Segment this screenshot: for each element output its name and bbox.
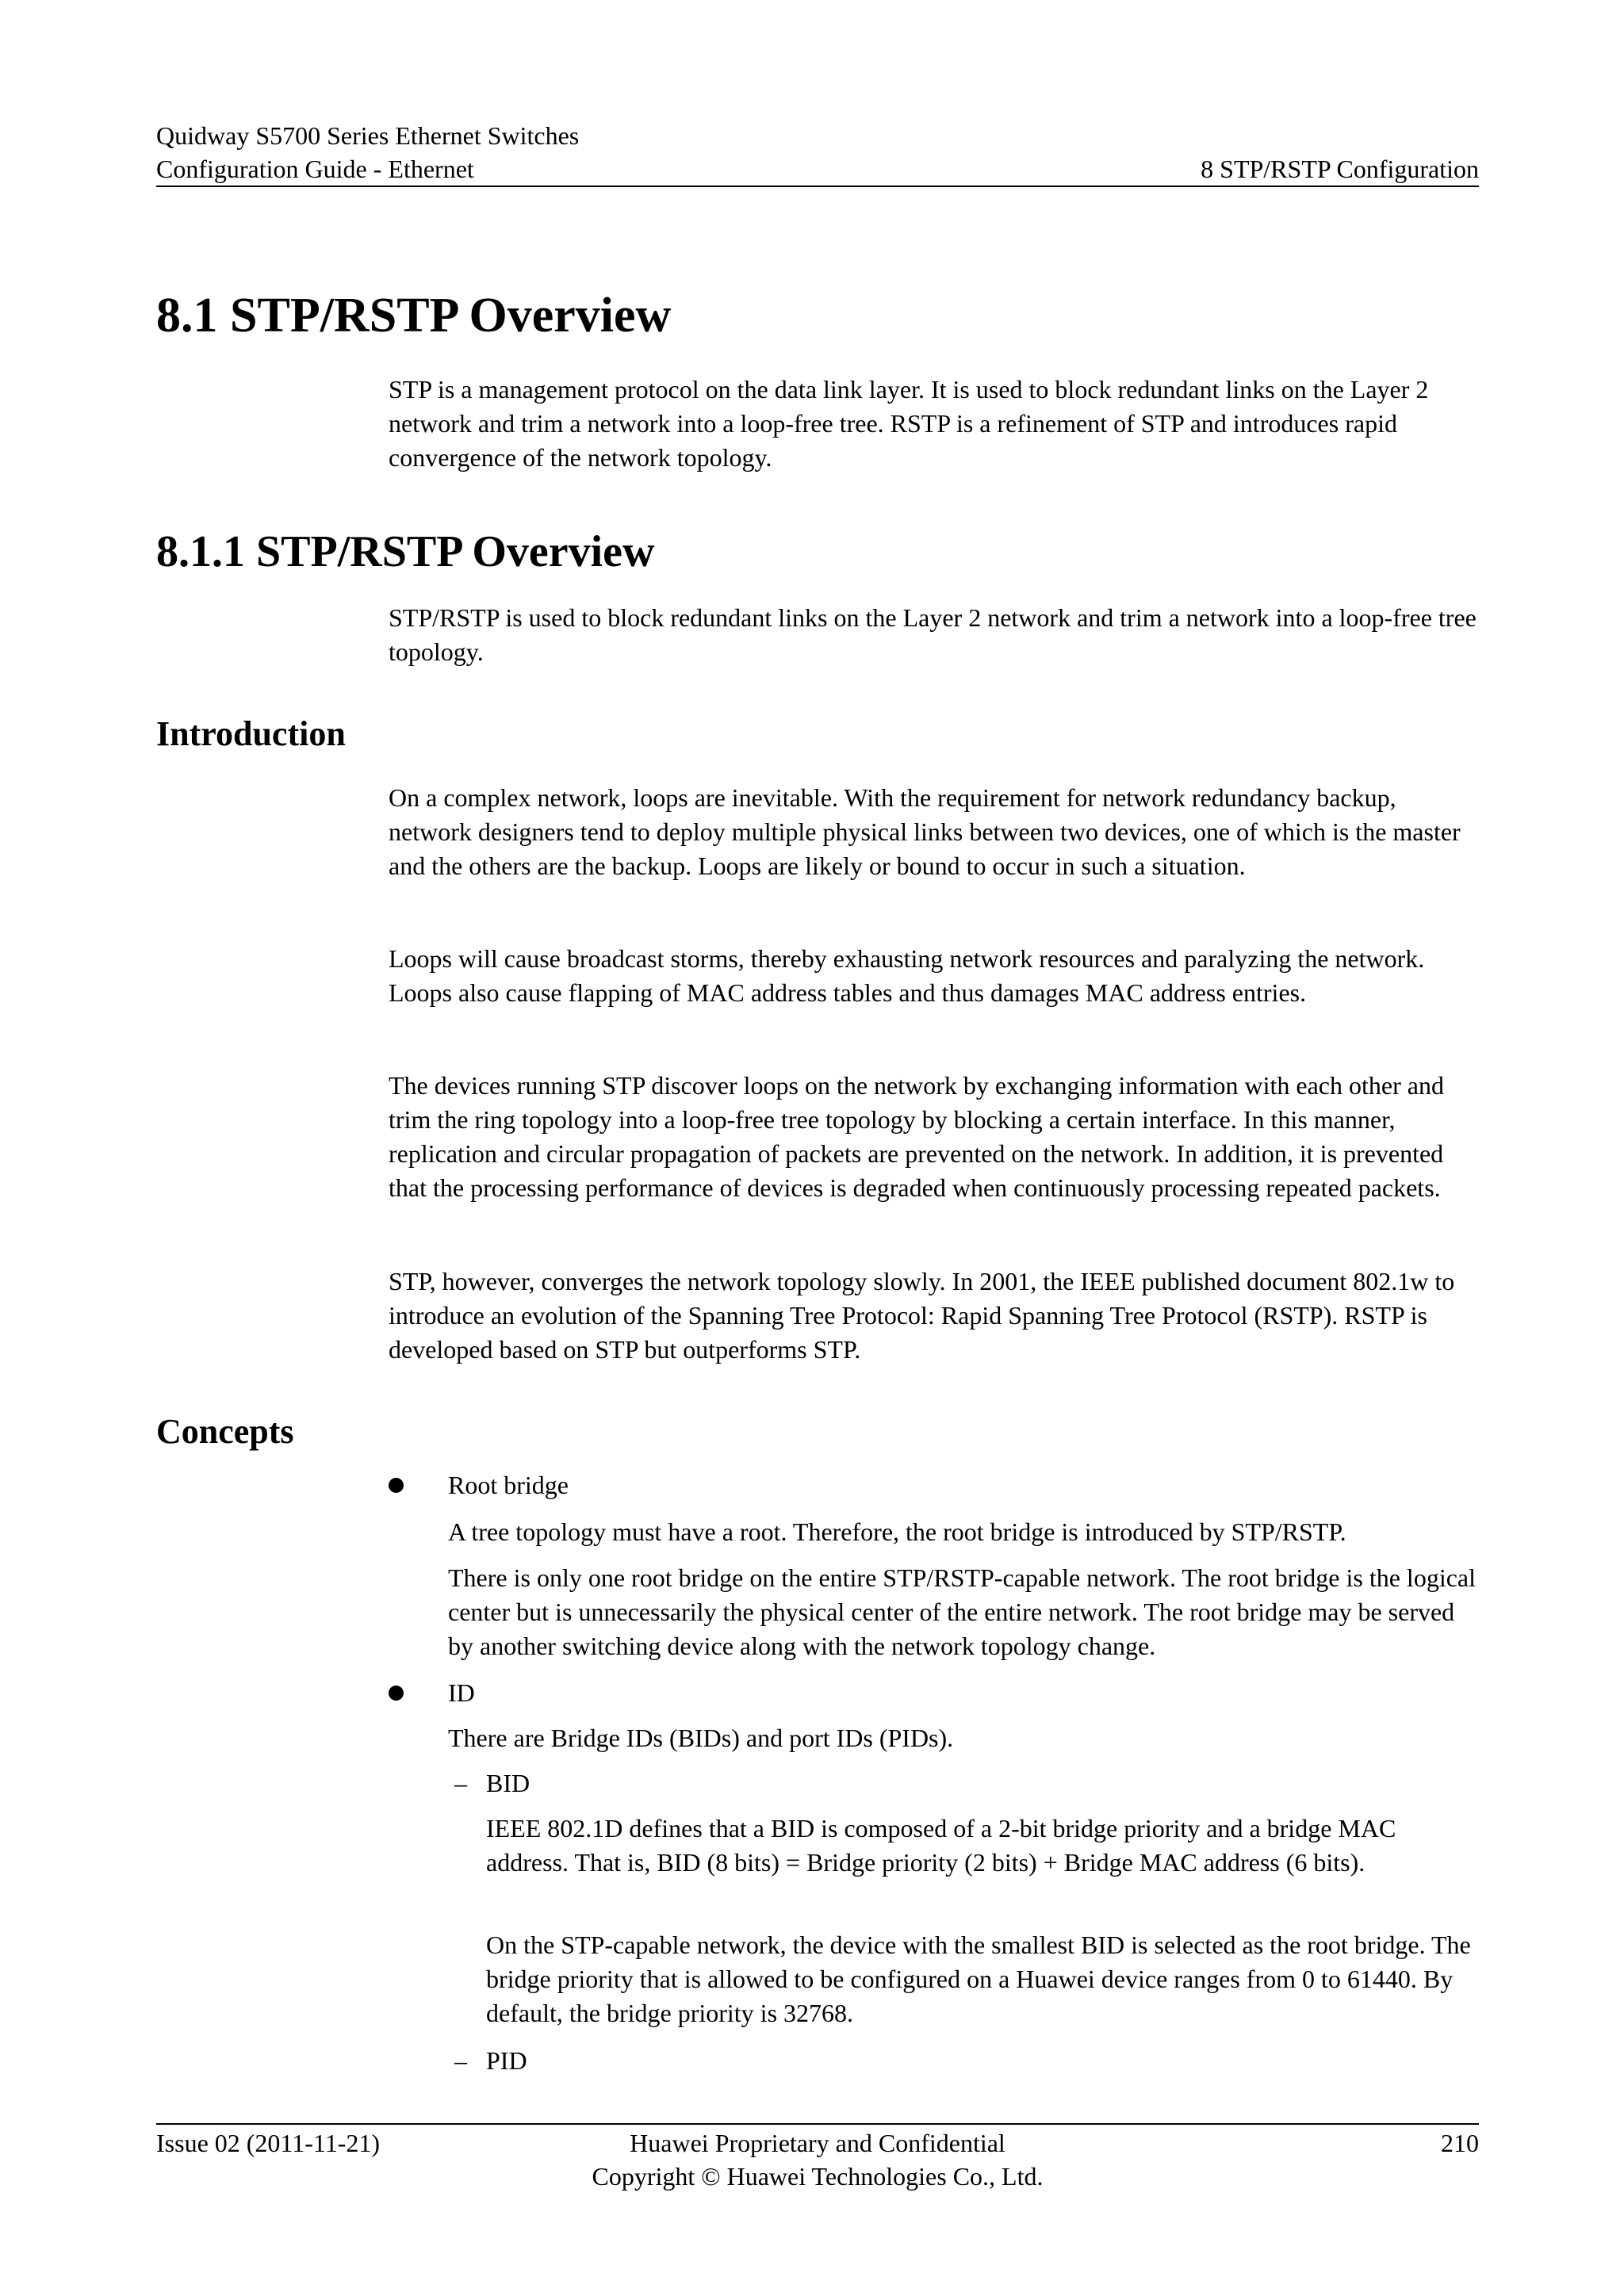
dash-icon: –: [454, 2046, 467, 2075]
root-bridge-paragraph: There is only one root bridge on the entire STP/RSTP-capable network. The root bridge is the logical center but is unnecessarily the physical center of the entire network. The root bridge may be served by another switching device along with the network topology change.: [448, 1563, 1476, 1660]
section-8-1-1-intro: STP/RSTP is used to block redundant links on the Layer 2 network and trim a network into a loop-free tree topology.: [389, 603, 1477, 666]
root-bridge-paragraph: A tree topology must have a root. Therefore, the root bridge is introduced by STP/RSTP.: [448, 1517, 1346, 1546]
bid-paragraph: On the STP-capable network, the device with the smallest BID is selected as the root bridge. The bridge priority that is allowed to be configured on a Huawei device ranges from 0 to 61440. By default, the bridge priority is 32768.: [486, 1931, 1471, 2027]
dash-icon: –: [454, 1769, 467, 1797]
bullet-label: ID: [448, 1678, 475, 1707]
header-chapter: 8 STP/RSTP Configuration: [1201, 155, 1479, 183]
header-guide: Configuration Guide - Ethernet: [156, 155, 474, 183]
page-header: [156, 119, 1479, 187]
id-paragraph: There are Bridge IDs (BIDs) and port IDs (PIDs).: [448, 1724, 954, 1752]
bullet-icon: [389, 1686, 404, 1701]
footer-copyright: Copyright © Huawei Technologies Co., Ltd.: [592, 2162, 1044, 2191]
header-product: Quidway S5700 Series Ethernet Switches: [156, 121, 580, 150]
footer-proprietary: Huawei Proprietary and Confidential: [630, 2129, 1005, 2157]
introduction-paragraph: On a complex network, loops are inevitable. With the requirement for network redundancy backup, network designers tend to deploy multiple physical links between two devices, one of which is the master and the others are the backup. Loops are likely or bound to occur in such a situation.: [389, 783, 1461, 880]
section-title-8-1-1: 8.1.1 STP/RSTP Overview: [156, 527, 655, 576]
bid-paragraph: IEEE 802.1D defines that a BID is composed of a 2-bit bridge priority and a bridge MAC address. That is, BID (8 bits) = Bridge priority (2 bits) + Bridge MAC address (6 bits).: [486, 1814, 1396, 1877]
footer-center: [156, 2126, 1479, 2193]
introduction-paragraph: STP, however, converges the network topology slowly. In 2001, the IEEE published document 802.1w to introduce an evolution of the Spanning Tree Protocol: Rapid Spanning Tree Protocol (RSTP). RSTP is developed based on STP but outperforms STP.: [389, 1267, 1455, 1364]
page-number: 210: [1441, 2129, 1479, 2157]
introduction-paragraph: The devices running STP discover loops on the network by exchanging information with each other and trim the ring topology into a loop-free tree topology by blocking a certain interface. In this manner, replication and circular propagation of packets are prevented on the network. In addition, it is prevented that the processing performance of devices is degraded when continuously processing repeated packets.: [389, 1071, 1444, 1202]
footer-issue: Issue 02 (2011-11-21): [156, 2129, 381, 2157]
introduction-paragraph: Loops will cause broadcast storms, thereby exhausting network resources and paralyzing the network. Loops also cause flapping of MAC address tables and thus damages MAC address entries.: [389, 944, 1425, 1007]
page-footer: [156, 2123, 1479, 2191]
dash-label: BID: [486, 1769, 530, 1797]
header-left: [156, 119, 579, 186]
bullet-label: Root bridge: [448, 1471, 569, 1499]
bullet-icon: [389, 1478, 404, 1493]
introduction-heading: Introduction: [156, 714, 346, 753]
section-8-1-intro: STP is a management protocol on the data link layer. It is used to block redundant links on the Layer 2 network and trim a network into a loop-free tree. RSTP is a refinement of STP and introduces rapid convergence of the network topology.: [389, 375, 1429, 472]
concepts-heading: Concepts: [156, 1412, 294, 1451]
dash-label: PID: [486, 2046, 527, 2075]
section-title-8-1: 8.1 STP/RSTP Overview: [156, 289, 672, 342]
